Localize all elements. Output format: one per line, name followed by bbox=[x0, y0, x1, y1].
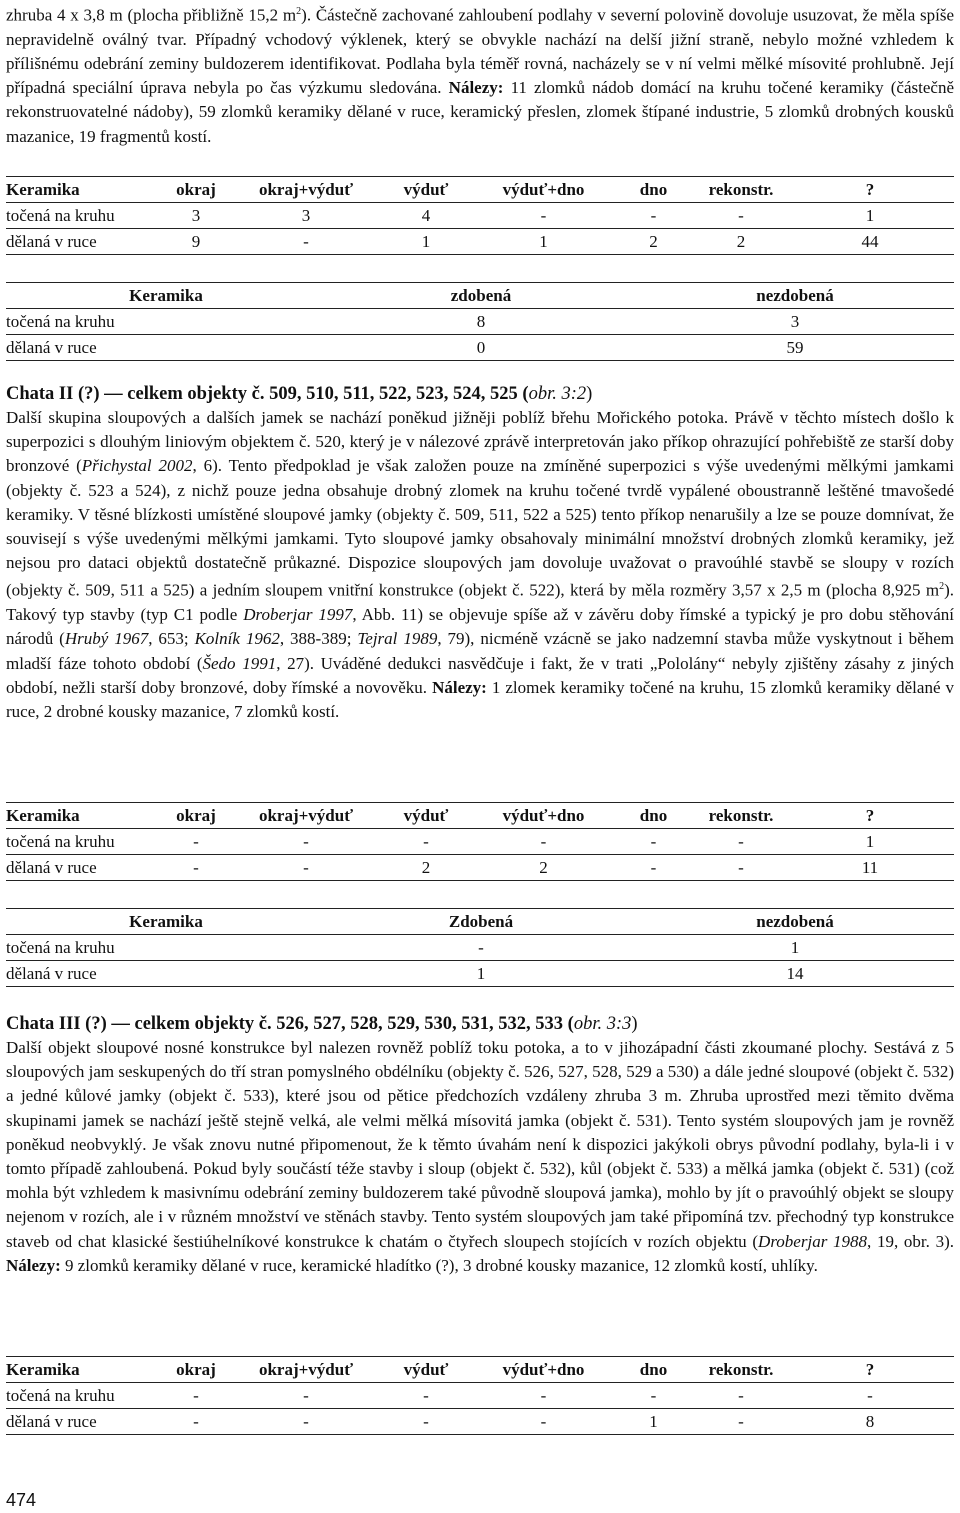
text-run: Další skupina sloupových a dalších jamek se nachází poněkud jižněji poblíž břehu Mořického potoka. Právě v těchto místech došlo k superpozici s dlouhým liniovým objektem č. 520, který je v nálezové zprávě interpretován jako příkop ohrazující pohřebiště ze starší doby bronzové ( bbox=[6, 408, 954, 476]
table-cell: 11 bbox=[786, 855, 954, 881]
table-row bbox=[6, 855, 954, 881]
table-cell: - bbox=[156, 1383, 236, 1409]
header-cell: Keramika bbox=[6, 909, 326, 935]
header-cell: okraj+výduť bbox=[236, 803, 376, 829]
table-cell: 8 bbox=[786, 1409, 954, 1435]
section-heading bbox=[6, 1012, 954, 1036]
figure-reference: obr. 3:3 bbox=[573, 1014, 632, 1034]
table-cell: - bbox=[696, 855, 786, 881]
table-cell: - bbox=[156, 855, 236, 881]
table-cell: - bbox=[236, 829, 376, 855]
table-row bbox=[6, 229, 954, 255]
section-text bbox=[6, 1036, 954, 1278]
text-run: ). Takový typ stavby (typ C1 podle bbox=[6, 581, 954, 625]
finds-label: Nálezy: bbox=[432, 677, 487, 697]
table-cell: - bbox=[696, 203, 786, 229]
header-cell: ? bbox=[786, 177, 954, 203]
table-cell: - bbox=[696, 1383, 786, 1409]
header-cell: Keramika bbox=[6, 283, 326, 309]
superscript: 2 bbox=[296, 6, 302, 17]
table-cell: točená na kruhu bbox=[6, 935, 326, 961]
heading-text: ) bbox=[586, 384, 593, 404]
text-run: ). Částečně zachované zahloubení podlahy v severní polovině dovoluje usuzovat, že měla spíše nepravidelně oválný tvar. Případný vchodový výklenek, který se obvykle nachází na delší jižní straně, nebylo možné vzhledem k přílišnému odebrání zeminy buldozerem identifikovat. Podlaha byla téměř rovná, nacházely se v ní velmi mělké mísovité prohlubně. Její případná speciální úprava nebyla po čas výzkumu sledována. bbox=[6, 5, 954, 98]
text-run: zhruba 4 x 3,8 m (plocha přibližně 15,2 m bbox=[6, 5, 297, 25]
header-cell: výduť bbox=[376, 803, 476, 829]
table-cell: - bbox=[476, 1383, 611, 1409]
citation: Droberjar 1988 bbox=[758, 1231, 868, 1251]
table-cell: - bbox=[476, 203, 611, 229]
table-cell: - bbox=[611, 1383, 696, 1409]
table-cell: točená na kruhu bbox=[6, 1383, 156, 1409]
header-cell: rekonstr. bbox=[696, 1357, 786, 1383]
table-cell: 1 bbox=[611, 1409, 696, 1435]
table-cell: točená na kruhu bbox=[6, 203, 156, 229]
paragraph-1 bbox=[6, 0, 954, 149]
header-cell: okraj+výduť bbox=[236, 177, 376, 203]
section-text bbox=[6, 406, 954, 724]
heading-text: Chata III (?) — celkem objekty č. 526, 527, 528, 529, 530, 531, 532, 533 ( bbox=[6, 1014, 574, 1034]
ceramics-table-2 bbox=[6, 802, 954, 881]
table-row bbox=[6, 1383, 954, 1409]
table-cell: 8 bbox=[326, 309, 636, 335]
table-cell: - bbox=[786, 1383, 954, 1409]
table-cell: - bbox=[376, 1409, 476, 1435]
table-cell: 2 bbox=[696, 229, 786, 255]
paragraph-1-text bbox=[6, 0, 954, 149]
header-cell: nezdobená bbox=[636, 909, 954, 935]
heading-text: ) bbox=[631, 1014, 638, 1034]
table-cell: 1 bbox=[786, 203, 954, 229]
table-cell: - bbox=[156, 829, 236, 855]
header-cell: Keramika bbox=[6, 177, 156, 203]
table-cell: - bbox=[376, 1383, 476, 1409]
table-row bbox=[6, 829, 954, 855]
table-cell: - bbox=[236, 1383, 376, 1409]
header-cell: Keramika bbox=[6, 803, 156, 829]
table-cell: 44 bbox=[786, 229, 954, 255]
table-row bbox=[6, 961, 954, 987]
text-run: , 653; bbox=[148, 629, 195, 649]
page-number: 474 bbox=[6, 1490, 37, 1510]
header-cell: dno bbox=[611, 803, 696, 829]
table-cell: dělaná v ruce bbox=[6, 335, 326, 361]
header-cell: rekonstr. bbox=[696, 803, 786, 829]
finds-label: Nálezy: bbox=[448, 78, 504, 98]
table-cell: 1 bbox=[476, 229, 611, 255]
table-cell: 4 bbox=[376, 203, 476, 229]
table-cell: 2 bbox=[611, 229, 696, 255]
header-cell: zdobená bbox=[326, 283, 636, 309]
header-cell: výduť+dno bbox=[476, 177, 611, 203]
citation: Droberjar 1997 bbox=[243, 605, 353, 625]
header-cell: výduť bbox=[376, 1357, 476, 1383]
figure-reference: obr. 3:2 bbox=[528, 384, 587, 404]
header-cell: Keramika bbox=[6, 1357, 156, 1383]
citation: Hrubý 1967 bbox=[64, 629, 149, 649]
text-run: Další objekt sloupové nosné konstrukce byl nalezen rovněž poblíž toku potoka, a to v jihozápadní části zkoumané plochy. Sestává z 5 sloupových jam seskupených do tří stran pomyslného obdélníku (objekty č. 526, 527, 528, 529 a 530) a dále jedné sloupové (objekt č. 532) a jedné kůlové jamky (objekt č. 533), které jsou od pětice předchozích vzdáleny zhruba 3 m. Zhruba uprostřed mezi těmito dvěma skupinami jamek se nachází ještě stejně velká, ale velmi mělká mísovitá jamka (objekt č. 531). Tento systém sloupových jam je rovněž poněkud neobvyklý. Je však znovu nutné připomenout, že k těmto úvahám není k dispozici jakýkoli obrys původní podlahy, byla-li i v tomto případě zahloubená. Pokud byly součástí téže stavby i sloup (objekt č. 532), kůl (objekt č. 533) a mělká jamka (objekt č. 531) (což mohla být vzhledem k masivnímu odebrání zeminy buldozerem také původně sloupová jamka), mohlo by jít o pravoúhlý objekt se sloupy nejenom v rozích, ale i v různém množství ve stěnách stavby. Tento systém sloupových jam také připomíná tzv. přechodný typ konstrukce staveb od chat klasické šestiúhelníkové konstrukce k chatám o čtyřech sloupech stojících v rozích objektu ( bbox=[6, 1038, 954, 1251]
table-cell: 0 bbox=[326, 335, 636, 361]
superscript: 2 bbox=[939, 581, 945, 593]
citation: Tejral 1989 bbox=[357, 629, 438, 649]
text-run: , 79), nicméně vzácně se jako nadzemní stavba může vyskytnout i během mladší fáze tohoto období ( bbox=[6, 629, 954, 673]
table-cell: 3 bbox=[636, 309, 954, 335]
header-cell: rekonstr. bbox=[696, 177, 786, 203]
section-chata-2 bbox=[6, 382, 954, 724]
header-cell: okraj bbox=[156, 803, 236, 829]
table-cell: - bbox=[236, 855, 376, 881]
table-cell: 1 bbox=[786, 829, 954, 855]
table-row bbox=[6, 309, 954, 335]
table-cell: - bbox=[236, 1409, 376, 1435]
table-row bbox=[6, 935, 954, 961]
table-row bbox=[6, 1409, 954, 1435]
section-chata-3 bbox=[6, 1012, 954, 1278]
table-header-row bbox=[6, 909, 954, 935]
table-header-row bbox=[6, 177, 954, 203]
ceramics-decoration-table-1 bbox=[6, 282, 954, 361]
table-cell: - bbox=[611, 829, 696, 855]
text-run: , 388-389; bbox=[279, 629, 358, 649]
table-row bbox=[6, 203, 954, 229]
section-heading bbox=[6, 382, 954, 406]
header-cell: ? bbox=[786, 1357, 954, 1383]
table-cell: 2 bbox=[476, 855, 611, 881]
table-cell: 14 bbox=[636, 961, 954, 987]
header-cell: výduť bbox=[376, 177, 476, 203]
ceramics-table-3 bbox=[6, 1356, 954, 1435]
header-cell: okraj bbox=[156, 1357, 236, 1383]
table-cell: - bbox=[611, 203, 696, 229]
header-cell: nezdobená bbox=[636, 283, 954, 309]
header-cell: Zdobená bbox=[326, 909, 636, 935]
table-row bbox=[6, 335, 954, 361]
table-cell: - bbox=[476, 1409, 611, 1435]
table-header-row bbox=[6, 283, 954, 309]
table-cell: - bbox=[236, 229, 376, 255]
table-cell: 59 bbox=[636, 335, 954, 361]
citation: Šedo 1991 bbox=[202, 653, 277, 673]
text-run: , 27). Uváděné dedukci nasvědčuje i fakt, že v trati „Pololány“ nebyly zjištěny zásahy z jiných období, nežli starší doby bronzové, doby římské a novověku. bbox=[6, 653, 955, 697]
citation: Kolník 1962 bbox=[194, 629, 280, 649]
table-cell: - bbox=[376, 829, 476, 855]
table-cell: - bbox=[696, 829, 786, 855]
header-cell: dno bbox=[611, 1357, 696, 1383]
table-cell: 3 bbox=[236, 203, 376, 229]
table-cell: dělaná v ruce bbox=[6, 961, 326, 987]
table-cell: 9 bbox=[156, 229, 236, 255]
table-cell: 1 bbox=[326, 961, 636, 987]
table-cell: 3 bbox=[156, 203, 236, 229]
table-cell: - bbox=[696, 1409, 786, 1435]
citation: Přichystal 2002 bbox=[81, 456, 193, 476]
header-cell: výduť+dno bbox=[476, 803, 611, 829]
header-cell: výduť+dno bbox=[476, 1357, 611, 1383]
header-cell: ? bbox=[786, 803, 954, 829]
table-cell: točená na kruhu bbox=[6, 309, 326, 335]
table-cell: - bbox=[156, 1409, 236, 1435]
ceramics-table-1 bbox=[6, 176, 954, 255]
table-cell: dělaná v ruce bbox=[6, 1409, 156, 1435]
table-header-row bbox=[6, 1357, 954, 1383]
text-run: 11 zlomků nádob domácí na kruhu točené keramiky (částečně rekonstruovatelné nádoby), 59 zlomků keramiky dělané v ruce, keramický přeslen, zlomek štípané industrie, 5 zlomků drobných kousků mazanice, 19 fragmentů kostí. bbox=[6, 78, 954, 146]
text-run: , 19, obr. 3). bbox=[867, 1231, 954, 1251]
table-cell: dělaná v ruce bbox=[6, 855, 156, 881]
ceramics-decoration-table-2 bbox=[6, 908, 954, 987]
table-cell: - bbox=[611, 855, 696, 881]
table-cell: 1 bbox=[376, 229, 476, 255]
header-cell: dno bbox=[611, 177, 696, 203]
table-cell: - bbox=[326, 935, 636, 961]
text-run: 1 zlomek keramiky točené na kruhu, 15 zlomků keramiky dělané v ruce, 2 drobné kousky mazanice, 7 zlomků kostí. bbox=[6, 677, 954, 722]
finds-label: Nálezy: bbox=[6, 1255, 61, 1275]
header-cell: okraj+výduť bbox=[236, 1357, 376, 1383]
table-cell: točená na kruhu bbox=[6, 829, 156, 855]
text-run: 9 zlomků keramiky dělané v ruce, keramické hladítko (?), 3 drobné kousky mazanice, 12 zlomků kostí, uhlíky. bbox=[60, 1255, 818, 1275]
table-cell: 2 bbox=[376, 855, 476, 881]
table-header-row bbox=[6, 803, 954, 829]
table-cell: dělaná v ruce bbox=[6, 229, 156, 255]
table-cell: - bbox=[476, 829, 611, 855]
heading-text: Chata II (?) — celkem objekty č. 509, 510, 511, 522, 523, 524, 525 ( bbox=[6, 384, 529, 404]
text-run: , Abb. 11) se objevuje spíše až v závěru doby římské a typický je pro dobu stěhování národů ( bbox=[6, 605, 954, 649]
header-cell: okraj bbox=[156, 177, 236, 203]
text-run: , 6). Tento předpoklad je však založen pouze na zmíněné superpozici s výše uvedenými mělkými jamkami (objekty č. 523 a 524), z nichž pouze jedna obsahuje drobný zlomek na kruhu točené tvrdě vypálené oboustranně leštěné tmavošedé keramiky. V těsné blízkosti umístěné sloupové jamky (objekty č. 509, 511, 522 a 525) tento příkop nenarušily a lze se pouze domnívat, že souvisejí s výše uvedenými mělkými jamkami. Tyto sloupové jamky obsahovaly minimální množství drobných zlomků keramiky, jež nejsou pro dataci objektů dostatečně průkazné. Dispozice sloupových jam dovoluje uvažovat o pravoúhlé stavbě se sloupy v rozích (objekty č. 509, 511 a 525) a jedním sloupem vnitřní konstrukce (objekt č. 522), která by měla rozměry 3,57 x 2,5 m (plocha 8,925 m bbox=[6, 456, 954, 601]
table-cell: 1 bbox=[636, 935, 954, 961]
